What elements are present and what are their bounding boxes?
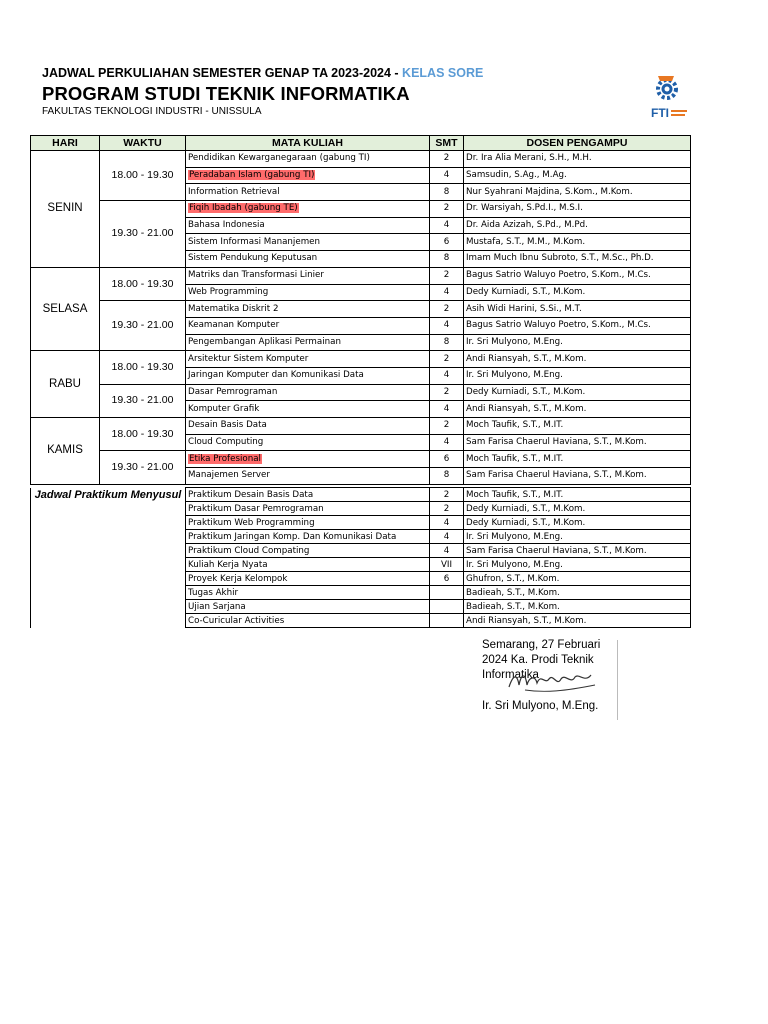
course-cell xyxy=(186,184,430,201)
practicum-course-cell: Proyek Kerja Kelompok xyxy=(186,572,430,586)
logo-text: FTI xyxy=(651,106,669,120)
course-cell xyxy=(186,284,430,301)
course-name: Fiqih Ibadah (gabung TE) xyxy=(189,203,298,214)
practicum-semester-cell: 2 xyxy=(430,488,464,502)
course-cell xyxy=(186,267,430,284)
course-name: Sistem Pendukung Keputusan xyxy=(188,253,318,264)
faculty-name: FAKULTAS TEKNOLOGI INDUSTRI - UNISSULA xyxy=(42,106,262,117)
signature-place-date: Semarang, 27 Februari 2024 Ka. Prodi Teknik Informatika xyxy=(482,639,601,681)
lecturer-cell: Dr. Warsiyah, S.Pd.I., M.S.I. xyxy=(464,201,691,218)
semester-cell: 8 xyxy=(430,468,464,485)
course-cell xyxy=(186,251,430,268)
time-cell: 18.00 - 19.30 xyxy=(100,151,186,201)
semester-cell: 8 xyxy=(430,184,464,201)
semester-cell: 4 xyxy=(430,401,464,418)
practicum-table xyxy=(30,487,691,628)
lecturer-cell: Imam Much Ibnu Subroto, S.T., M.Sc., Ph.D. xyxy=(464,251,691,268)
lecturer-cell: Mustafa, S.T., M.M., M.Kom. xyxy=(464,234,691,251)
semester-cell: 2 xyxy=(430,418,464,435)
course-name: Etika Profesional xyxy=(189,453,261,464)
course-cell xyxy=(186,434,430,451)
practicum-semester-cell xyxy=(430,600,464,614)
semester-cell: 4 xyxy=(430,217,464,234)
practicum-lecturer-cell: Dedy Kurniadi, S.T., M.Kom. xyxy=(464,502,691,516)
day-cell: KAMIS xyxy=(31,418,100,485)
course-name: Pengembangan Aplikasi Permainan xyxy=(188,336,341,347)
practicum-row xyxy=(31,488,691,502)
table-row xyxy=(31,384,691,401)
lecturer-cell: Samsudin, S.Ag., M.Ag. xyxy=(464,167,691,184)
practicum-course-cell: Praktikum Web Programming xyxy=(186,516,430,530)
course-cell xyxy=(186,384,430,401)
signature-divider xyxy=(617,640,619,720)
program-title: PROGRAM STUDI TEKNIK INFORMATIKA xyxy=(42,83,410,104)
course-name: Manajemen Server xyxy=(188,470,270,481)
practicum-lecturer-cell: Moch Taufik, S.T., M.IT. xyxy=(464,488,691,502)
course-cell xyxy=(186,451,430,468)
lecturer-cell: Nur Syahrani Majdina, S.Kom., M.Kom. xyxy=(464,184,691,201)
lecturer-cell: Moch Taufik, S.T., M.IT. xyxy=(464,418,691,435)
course-name: Information Retrieval xyxy=(188,186,280,197)
course-name: Bahasa Indonesia xyxy=(188,220,265,231)
practicum-lecturer-cell: Andi Riansyah, S.T., M.Kom. xyxy=(464,614,691,628)
heading-text: JADWAL PERKULIAHAN SEMESTER GENAP TA 2023-2024 - xyxy=(42,66,403,80)
semester-cell: 8 xyxy=(430,334,464,351)
course-name: Matriks dan Transformasi Linier xyxy=(188,270,324,281)
document-heading xyxy=(42,66,483,80)
handwritten-signature-icon xyxy=(505,665,600,695)
course-cell xyxy=(186,401,430,418)
course-name: Keamanan Komputer xyxy=(188,320,280,331)
course-cell xyxy=(186,301,430,318)
course-cell xyxy=(186,334,430,351)
practicum-semester-cell xyxy=(430,614,464,628)
table-row xyxy=(31,201,691,218)
class-type-label: KELAS SORE xyxy=(402,66,484,80)
practicum-semester-cell xyxy=(430,586,464,600)
semester-cell: 4 xyxy=(430,167,464,184)
practicum-lecturer-cell: Ir. Sri Mulyono, M.Eng. xyxy=(464,558,691,572)
schedule-table xyxy=(30,135,691,485)
col-header-smt: SMT xyxy=(430,136,464,151)
semester-cell: 6 xyxy=(430,451,464,468)
practicum-course-cell: Kuliah Kerja Nyata xyxy=(186,558,430,572)
course-cell xyxy=(186,351,430,368)
course-cell xyxy=(186,167,430,184)
course-cell xyxy=(186,367,430,384)
time-cell: 18.00 - 19.30 xyxy=(100,418,186,451)
practicum-course-cell: Praktikum Desain Basis Data xyxy=(186,488,430,502)
semester-cell: 4 xyxy=(430,367,464,384)
semester-cell: 2 xyxy=(430,151,464,168)
time-cell: 19.30 - 21.00 xyxy=(100,301,186,351)
lecturer-cell: Dr. Ira Alia Merani, S.H., M.H. xyxy=(464,151,691,168)
semester-cell: 4 xyxy=(430,434,464,451)
time-cell: 19.30 - 21.00 xyxy=(100,384,186,417)
course-name: Pendidikan Kewarganegaraan (gabung TI) xyxy=(188,153,370,164)
lecturer-cell: Andi Riansyah, S.T., M.Kom. xyxy=(464,351,691,368)
course-name: Peradaban Islam (gabung TI) xyxy=(189,170,315,181)
lecturer-cell: Asih Widi Harini, S.Si., M.T. xyxy=(464,301,691,318)
course-name: Komputer Grafik xyxy=(188,403,260,414)
semester-cell: 8 xyxy=(430,251,464,268)
practicum-lecturer-cell: Sam Farisa Chaerul Haviana, S.T., M.Kom. xyxy=(464,544,691,558)
table-row xyxy=(31,351,691,368)
time-cell: 19.30 - 21.00 xyxy=(100,201,186,268)
practicum-course-cell: Ujian Sarjana xyxy=(186,600,430,614)
practicum-lecturer-cell: Ghufron, S.T., M.Kom. xyxy=(464,572,691,586)
lecturer-cell: Bagus Satrio Waluyo Poetro, S.Kom., M.Cs. xyxy=(464,267,691,284)
col-header-dosen: DOSEN PENGAMPU xyxy=(464,136,691,151)
lecturer-cell: Dr. Aida Azizah, S.Pd., M.Pd. xyxy=(464,217,691,234)
practicum-lecturer-cell: Badieah, S.T., M.Kom. xyxy=(464,586,691,600)
col-header-mata-kuliah: MATA KULIAH xyxy=(186,136,430,151)
practicum-lecturer-cell: Dedy Kurniadi, S.T., M.Kom. xyxy=(464,516,691,530)
semester-cell: 2 xyxy=(430,351,464,368)
time-cell: 19.30 - 21.00 xyxy=(100,451,186,484)
table-row xyxy=(31,418,691,435)
table-row xyxy=(31,267,691,284)
day-cell: RABU xyxy=(31,351,100,418)
semester-cell: 4 xyxy=(430,317,464,334)
practicum-course-cell: Praktikum Cloud Compating xyxy=(186,544,430,558)
lecturer-cell: Sam Farisa Chaerul Haviana, S.T., M.Kom. xyxy=(464,468,691,485)
course-cell xyxy=(186,201,430,218)
lecturer-cell: Dedy Kurniadi, S.T., M.Kom. xyxy=(464,384,691,401)
course-name: Dasar Pemrograman xyxy=(188,386,278,397)
time-cell: 18.00 - 19.30 xyxy=(100,351,186,384)
practicum-course-cell: Tugas Akhir xyxy=(186,586,430,600)
col-header-waktu: WAKTU xyxy=(100,136,186,151)
fti-logo-icon xyxy=(644,72,690,122)
table-row xyxy=(31,301,691,318)
semester-cell: 6 xyxy=(430,234,464,251)
course-name: Cloud Computing xyxy=(188,437,264,448)
table-row xyxy=(31,451,691,468)
practicum-semester-cell: VII xyxy=(430,558,464,572)
practicum-lecturer-cell: Badieah, S.T., M.Kom. xyxy=(464,600,691,614)
lecturer-cell: Dedy Kurniadi, S.T., M.Kom. xyxy=(464,284,691,301)
time-cell: 18.00 - 19.30 xyxy=(100,267,186,300)
semester-cell: 2 xyxy=(430,201,464,218)
practicum-lecturer-cell: Ir. Sri Mulyono, M.Eng. xyxy=(464,530,691,544)
practicum-course-cell: Praktikum Jaringan Komp. Dan Komunikasi Data xyxy=(186,530,430,544)
semester-cell: 4 xyxy=(430,284,464,301)
semester-cell: 2 xyxy=(430,384,464,401)
course-name: Jaringan Komputer dan Komunikasi Data xyxy=(188,370,364,381)
practicum-semester-cell: 4 xyxy=(430,516,464,530)
practicum-semester-cell: 6 xyxy=(430,572,464,586)
course-name: Matematika Diskrit 2 xyxy=(188,303,279,314)
semester-cell: 2 xyxy=(430,267,464,284)
lecturer-cell: Moch Taufik, S.T., M.IT. xyxy=(464,451,691,468)
course-cell xyxy=(186,317,430,334)
practicum-course-cell: Co-Curicular Activities xyxy=(186,614,430,628)
course-name: Web Programming xyxy=(188,286,269,297)
lecturer-cell: Ir. Sri Mulyono, M.Eng. xyxy=(464,334,691,351)
day-cell: SENIN xyxy=(31,151,100,268)
course-cell xyxy=(186,468,430,485)
course-name: Sistem Informasi Mananjemen xyxy=(188,236,321,247)
semester-cell: 2 xyxy=(430,301,464,318)
lecturer-cell: Sam Farisa Chaerul Haviana, S.T., M.Kom. xyxy=(464,434,691,451)
course-cell xyxy=(186,418,430,435)
course-name: Arsitektur Sistem Komputer xyxy=(188,353,309,364)
day-cell: SELASA xyxy=(31,267,100,350)
practicum-label: Jadwal Praktikum Menyusul xyxy=(31,488,186,628)
course-name: Desain Basis Data xyxy=(188,420,267,431)
col-header-hari: HARI xyxy=(31,136,100,151)
practicum-course-cell: Praktikum Dasar Pemrograman xyxy=(186,502,430,516)
practicum-semester-cell: 4 xyxy=(430,530,464,544)
lecturer-cell: Bagus Satrio Waluyo Poetro, S.Kom., M.Cs. xyxy=(464,317,691,334)
course-cell xyxy=(186,217,430,234)
table-row xyxy=(31,151,691,168)
course-cell xyxy=(186,151,430,168)
lecturer-cell: Andi Riansyah, S.T., M.Kom. xyxy=(464,401,691,418)
practicum-semester-cell: 2 xyxy=(430,502,464,516)
course-cell xyxy=(186,234,430,251)
signatory-name: Ir. Sri Mulyono, M.Eng. xyxy=(482,700,599,712)
lecturer-cell: Ir. Sri Mulyono, M.Eng. xyxy=(464,367,691,384)
practicum-semester-cell: 4 xyxy=(430,544,464,558)
